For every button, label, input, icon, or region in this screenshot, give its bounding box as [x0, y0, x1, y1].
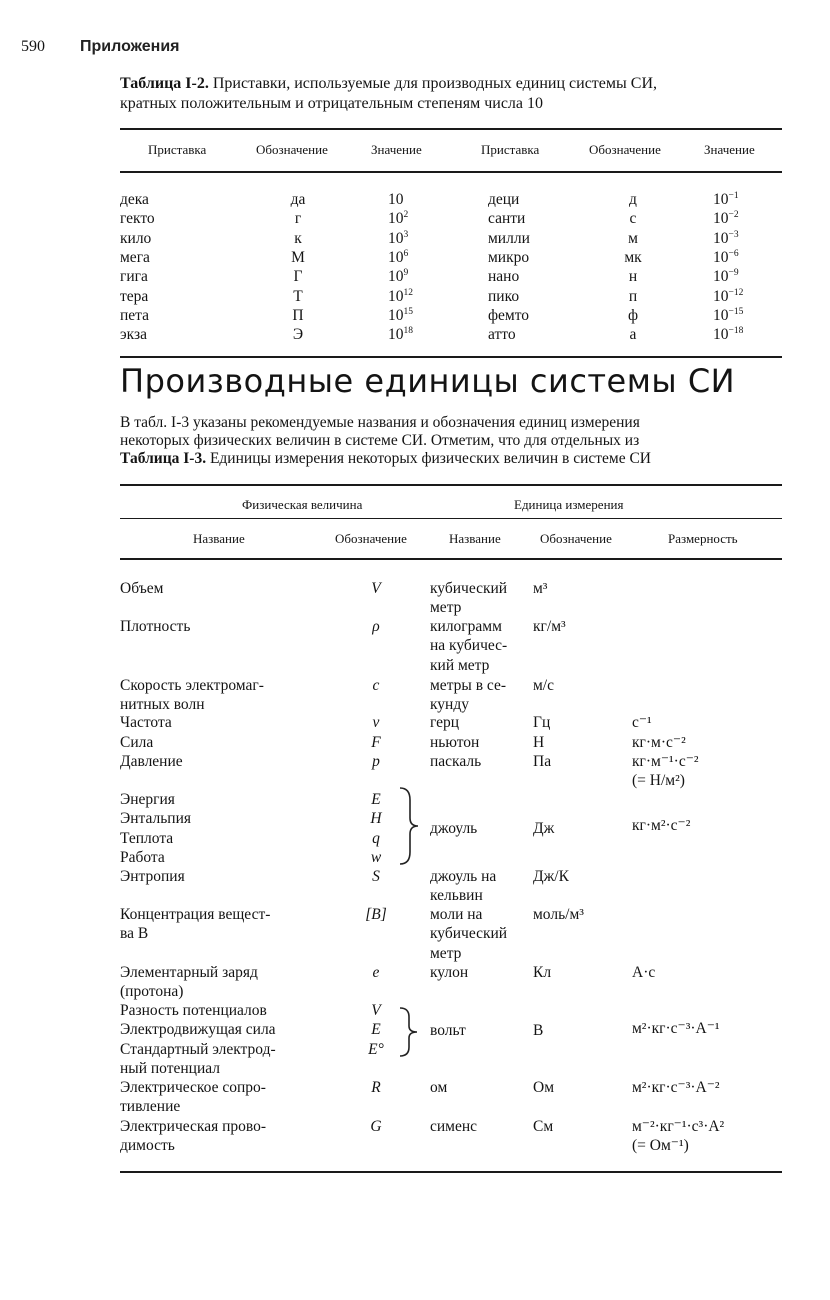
table13-top-rule: [120, 484, 782, 486]
quantity-symbol: R: [371, 1079, 381, 1096]
table12-caption-line1: Приставки, используемые для производных единиц системы СИ,: [212, 75, 657, 92]
table13-col-header: Обозначение: [335, 531, 407, 546]
unit-symbol: Дж/К: [533, 868, 569, 885]
unit-dimension: (= Ом⁻¹): [632, 1137, 689, 1155]
prefix-value-base: 10: [388, 326, 404, 344]
unit-name: джоуль на: [430, 868, 497, 885]
prefix-symbol: н: [628, 268, 638, 286]
table13-col-header: Обозначение: [540, 531, 612, 546]
unit-name: кий метр: [430, 656, 490, 674]
prefix-value-exponent: 6: [403, 248, 409, 259]
section-paragraph-line2: некоторых физических величин в системе СИ. Отметим, что для отдельных из: [120, 432, 640, 449]
table12-header-rule: [120, 171, 782, 173]
quantity-symbol: E: [371, 791, 381, 808]
unit-name: кубический: [430, 580, 508, 597]
prefix-value-base: 10: [388, 210, 404, 228]
prefix-value-exponent: 18: [403, 326, 413, 337]
prefix-name: деци: [488, 191, 520, 208]
prefix-value-base: 10: [713, 306, 729, 324]
unit-dimension: А·с: [632, 964, 656, 981]
quantity-name: Электродвижущая сила: [120, 1021, 276, 1039]
prefix-value-base: 10: [713, 210, 729, 228]
prefix-name: мега: [120, 248, 150, 266]
prefix-value-base: 10: [388, 191, 404, 208]
prefix-symbol: с: [629, 210, 637, 228]
unit-symbol: м/с: [533, 677, 554, 694]
quantity-name: ва В: [120, 925, 149, 943]
prefix-symbol: Т: [293, 287, 303, 305]
prefix-value-exponent: 9: [403, 268, 409, 279]
prefix-symbol: г: [294, 210, 302, 228]
unit-name: кельвин: [430, 887, 483, 905]
prefix-value-exponent: −6: [728, 248, 739, 259]
prefix-name: атто: [488, 326, 516, 344]
prefix-name: кило: [120, 229, 152, 247]
prefix-value: [388, 306, 413, 325]
table12-caption-line2: кратных положительным и отрицательным степеням числа 10: [120, 95, 543, 112]
unit-name: герц: [430, 714, 460, 731]
prefix-value-exponent: −9: [728, 268, 739, 279]
prefix-value-base: 10: [388, 287, 404, 305]
table13-group-header-quantity: Физическая величина: [242, 497, 363, 512]
prefix-value-base: 10: [388, 248, 404, 266]
prefix-name: милли: [488, 229, 530, 247]
quantity-name: Работа: [120, 849, 165, 867]
table13-caption-label: Таблица I-3.: [120, 450, 207, 467]
unit-name: кубический: [430, 925, 508, 943]
prefix-symbol: м: [628, 229, 638, 247]
unit-name: ньютон: [430, 734, 480, 751]
table12-col-header: Обозначение: [256, 142, 328, 157]
quantity-name: Скорость электромаг-: [120, 677, 264, 694]
quantity-name: тивление: [120, 1098, 181, 1116]
quantity-symbol: V: [371, 580, 381, 597]
table13-col-header: Размерность: [668, 531, 738, 546]
prefix-value: [388, 190, 404, 209]
prefix-symbol: П: [292, 306, 304, 324]
unit-symbol: Кл: [533, 964, 552, 981]
quantity-name: Энтропия: [120, 868, 185, 885]
prefix-value-base: 10: [713, 229, 729, 247]
prefix-value-exponent: −12: [728, 287, 744, 298]
prefix-name: экза: [120, 326, 147, 344]
prefix-value: [713, 267, 739, 286]
unit-name: сименс: [430, 1118, 478, 1135]
prefix-name: санти: [488, 210, 526, 228]
unit-name: кулон: [430, 964, 469, 981]
unit-name: метр: [430, 599, 462, 617]
quantity-symbol: E°: [368, 1040, 384, 1058]
unit-symbol: В: [533, 1022, 544, 1039]
unit-name: паскаль: [430, 753, 482, 770]
prefix-value: [388, 229, 408, 248]
prefix-value: [713, 190, 739, 209]
quantity-symbol: G: [370, 1118, 382, 1135]
prefix-name: тера: [120, 287, 149, 305]
unit-dimension: м²·кг·с⁻³·А⁻¹: [632, 1020, 720, 1037]
quantity-symbol: p: [372, 753, 380, 770]
unit-symbol: Дж: [533, 820, 555, 837]
prefix-symbol: к: [294, 229, 302, 247]
quantity-name: Стандартный электрод-: [120, 1040, 276, 1058]
unit-name: моли на: [430, 906, 483, 923]
prefix-value-exponent: 15: [403, 306, 413, 317]
prefix-value: [388, 209, 408, 228]
unit-symbol: Н: [533, 734, 545, 751]
quantity-name: димость: [120, 1137, 175, 1155]
prefix-value-base: 10: [713, 326, 729, 344]
table12-caption: [120, 74, 657, 94]
table13-col-header: Название: [449, 531, 501, 546]
unit-dimension: кг·м²·с⁻²: [632, 817, 691, 834]
quantity-name: Теплота: [120, 829, 174, 847]
prefix-value-exponent: −3: [728, 229, 739, 240]
unit-name: ом: [430, 1079, 448, 1096]
table13-caption-text: Единицы измерения некоторых физических величин в системе СИ: [209, 450, 651, 467]
table13-col-header: Название: [193, 531, 245, 546]
prefix-value-base: 10: [713, 191, 729, 208]
quantity-symbol: E: [371, 1021, 381, 1039]
quantity-symbol: c: [372, 677, 380, 694]
quantity-name: Концентрация вещест-: [120, 906, 271, 923]
section-paragraph-line1: В табл. I-3 указаны рекомендуемые названия и обозначения единиц измерения: [120, 414, 640, 431]
unit-symbol: Па: [533, 753, 552, 770]
unit-dimension: (= Н/м²): [632, 772, 685, 790]
unit-name: килограмм: [430, 618, 502, 635]
unit-name: вольт: [430, 1022, 466, 1039]
prefix-value-base: 10: [388, 268, 404, 286]
prefix-value: [713, 209, 739, 228]
quantity-name: Давление: [120, 753, 183, 770]
quantity-symbol: H: [370, 810, 382, 828]
prefix-symbol: а: [629, 326, 637, 344]
prefix-value-exponent: −18: [728, 326, 744, 337]
volt-brace-icon: [398, 1006, 422, 1058]
prefix-name: фемто: [488, 306, 530, 324]
quantity-name: Частота: [120, 714, 172, 731]
prefix-value: [713, 248, 739, 267]
quantity-symbol: [B]: [365, 906, 387, 923]
unit-symbol: моль/м³: [533, 906, 584, 923]
quantity-symbol: ρ: [372, 618, 380, 635]
quantity-name: Разность потенциалов: [120, 1002, 267, 1019]
prefix-symbol: Э: [292, 326, 304, 344]
quantity-name: Энтальпия: [120, 810, 192, 828]
unit-name: кунду: [430, 696, 469, 714]
quantity-symbol: V: [371, 1002, 381, 1019]
page-number: 590: [21, 38, 45, 55]
table12-col-header: Значение: [371, 142, 422, 157]
prefix-value: [388, 325, 413, 344]
quantity-name: Электрическая прово-: [120, 1118, 267, 1135]
energy-brace-icon: [398, 786, 422, 866]
unit-name: джоуль: [430, 820, 478, 837]
table12-col-header: Значение: [704, 142, 755, 157]
quantity-name: Электрическое сопро-: [120, 1079, 266, 1096]
table13-caption: [120, 450, 651, 468]
quantity-name: Сила: [120, 734, 154, 751]
quantity-name: (протона): [120, 983, 184, 1001]
quantity-symbol: q: [372, 829, 380, 847]
table13-bottom-rule: [120, 1171, 782, 1173]
prefix-symbol: п: [628, 287, 638, 305]
table13-header-rule: [120, 558, 782, 560]
table12-col-header: Обозначение: [589, 142, 661, 157]
unit-dimension: кг·м·с⁻²: [632, 734, 686, 751]
unit-symbol: См: [533, 1118, 554, 1135]
prefix-value: [713, 229, 739, 248]
table12-top-rule: [120, 128, 782, 130]
prefix-symbol: д: [629, 191, 637, 208]
prefix-name: пико: [488, 287, 520, 305]
prefix-value: [713, 287, 743, 306]
quantity-name: Объем: [120, 580, 164, 597]
unit-dimension: м²·кг·с⁻³·А⁻²: [632, 1079, 720, 1096]
quantity-symbol: F: [371, 734, 381, 751]
prefix-value-base: 10: [388, 229, 404, 247]
table12-col-header: Приставка: [481, 142, 540, 157]
quantity-symbol: w: [370, 849, 382, 867]
prefix-value-exponent: 2: [403, 210, 409, 221]
prefix-value: [388, 248, 408, 267]
prefix-symbol: мк: [624, 248, 642, 266]
prefix-symbol: М: [291, 248, 305, 266]
running-title: Приложения: [80, 38, 180, 55]
section-heading: Производные единицы системы СИ: [120, 362, 736, 400]
unit-dimension: м⁻²·кг⁻¹·с³·А²: [632, 1118, 725, 1135]
unit-symbol: Гц: [533, 714, 551, 731]
quantity-name: Элементарный заряд: [120, 964, 258, 981]
quantity-name: нитных волн: [120, 696, 205, 714]
prefix-value-base: 10: [388, 306, 404, 324]
prefix-name: микро: [488, 248, 530, 266]
prefix-symbol: да: [290, 191, 306, 208]
prefix-value: [388, 287, 413, 306]
prefix-name: пета: [120, 306, 150, 324]
prefix-value: [388, 267, 408, 286]
quantity-symbol: ν: [372, 714, 380, 731]
prefix-name: гига: [120, 268, 148, 286]
quantity-name: ный потенциал: [120, 1060, 221, 1078]
quantity-name: Энергия: [120, 791, 175, 808]
table12-caption-label: Таблица I-2.: [120, 75, 209, 92]
prefix-value: [713, 325, 743, 344]
table12-col-header: Приставка: [148, 142, 207, 157]
prefix-name: нано: [488, 268, 520, 286]
prefix-value-exponent: 3: [403, 229, 409, 240]
unit-name: метры в се-: [430, 677, 506, 694]
prefix-value-exponent: −15: [728, 306, 744, 317]
quantity-symbol: e: [372, 964, 380, 981]
prefix-value-exponent: 12: [403, 287, 413, 298]
prefix-value-base: 10: [713, 268, 729, 286]
unit-name: на кубичес-: [430, 637, 508, 655]
prefix-value-base: 10: [713, 248, 729, 266]
unit-symbol: м³: [533, 580, 548, 597]
table13-group-rule: [120, 518, 782, 519]
prefix-name: гекто: [120, 210, 155, 228]
table13-group-header-unit: Единица измерения: [514, 497, 624, 512]
unit-symbol: Ом: [533, 1079, 555, 1096]
quantity-symbol: S: [372, 868, 380, 885]
prefix-name: дека: [120, 191, 149, 208]
prefix-symbol: ф: [627, 306, 639, 324]
quantity-name: Плотность: [120, 618, 191, 635]
unit-name: метр: [430, 944, 462, 962]
prefix-value: [713, 306, 743, 325]
prefix-value-exponent: −2: [728, 210, 739, 221]
prefix-value-base: 10: [713, 287, 729, 305]
unit-symbol: кг/м³: [533, 618, 566, 635]
prefix-symbol: Г: [293, 268, 303, 286]
unit-dimension: кг·м⁻¹·с⁻²: [632, 753, 699, 770]
table12-bottom-rule: [120, 356, 782, 358]
prefix-value-exponent: −1: [728, 191, 739, 201]
unit-dimension: с⁻¹: [632, 714, 652, 731]
